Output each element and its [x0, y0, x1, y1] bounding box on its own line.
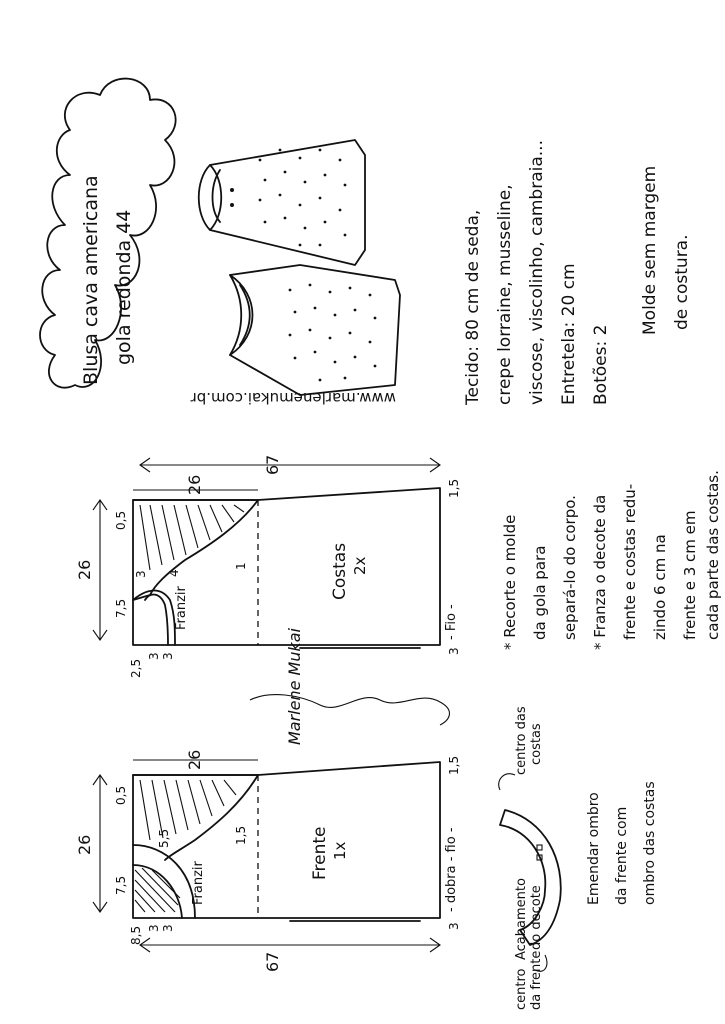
front-dim-length: 67 [263, 951, 282, 972]
back-dim-length: 67 [263, 454, 282, 475]
fabric-line-1: Tecido: 80 cm de seda, [463, 209, 483, 405]
front-dim-side-width: 26 [75, 834, 94, 855]
notes [501, 470, 722, 650]
back-dim-top-width: 26 [185, 474, 204, 495]
blouse-illustration-back [199, 140, 365, 265]
title-line-2: gola redonda 44 [113, 209, 135, 365]
collar-front-2: da frente [529, 950, 544, 1010]
blouse-illustration-front [230, 265, 400, 395]
back-dim-1-5: 1,5 [447, 478, 461, 498]
back-gather: Franzir [174, 586, 189, 630]
back-label: Costas [330, 542, 350, 600]
collar-back-1: centro das [514, 706, 529, 775]
front-dim-1-5a: 1,5 [234, 825, 248, 845]
front-pattern-piece [75, 750, 461, 972]
back-pattern-piece [75, 455, 461, 678]
collar-back-2: costas [529, 723, 544, 765]
note-2-line-3: zindo 6 cm na [651, 534, 669, 640]
front-count: 1x [331, 841, 349, 860]
front-dim-3c: 3 [447, 922, 461, 930]
note-1-line-2: da gola para [531, 545, 549, 640]
fabric-line-3: viscose, viscolinho, cambraia... [527, 140, 547, 405]
note-2-line-2: frente e costas redu- [621, 483, 639, 640]
back-hatch [140, 505, 244, 570]
fabric-info [463, 140, 692, 406]
note-1-line-1: * Recorte o molde [501, 514, 519, 650]
back-dim-7-5: 7,5 [114, 598, 128, 618]
back-dim-3d: 3 [447, 647, 461, 655]
front-dim-7-5: 7,5 [114, 875, 128, 895]
front-dim-5-5: 5,5 [157, 828, 171, 848]
back-dim-1: 1 [234, 562, 248, 570]
note-2-line-5: cada parte das costas. [704, 470, 722, 640]
back-dim-3c: 3 [134, 570, 148, 578]
note-2-line-4: frente e 3 cm em [681, 510, 699, 640]
note-2-line-1: * Franza o decote da [591, 494, 609, 650]
signature-text: Marlene Mukai [285, 627, 304, 745]
polka-dots-back [259, 149, 347, 247]
fabric-line-7: de costura. [672, 234, 692, 330]
collar-join-2: da frente com [614, 806, 630, 905]
note-1-line-3: separá-lo do corpo. [561, 495, 579, 640]
front-armhole-hatch [140, 780, 236, 840]
front-dim-8-5: 8,5 [129, 925, 143, 945]
website-url: www.marlenemukai.com.br [190, 389, 396, 407]
front-gather: Franzir [191, 861, 206, 905]
collar-join-1: Emendar ombro [586, 792, 602, 905]
back-dim-side-width: 26 [75, 559, 94, 580]
back-dim-3a: 3 [147, 652, 161, 660]
fabric-line-4: Entretela: 20 cm [559, 263, 579, 405]
back-dim-0-5: 0,5 [114, 510, 128, 530]
front-dim-1-5b: 1,5 [447, 755, 461, 775]
title-cloud [40, 79, 176, 388]
title-line-1: Blusa cava americana [80, 175, 102, 385]
back-dim-3b: 3 [161, 652, 175, 660]
front-dim-3b: 3 [161, 924, 175, 932]
collar-facing-piece [499, 706, 658, 1010]
back-grain: - Fio - [444, 604, 459, 640]
collar-join-3: ombro das costas [642, 781, 658, 905]
fabric-line-6: Molde sem margem [640, 165, 660, 335]
back-dim-2-5: 2,5 [129, 658, 143, 678]
collar-front-1: centro [514, 968, 529, 1010]
front-dim-top-width: 26 [185, 749, 204, 770]
front-grain: - dobra - fio - [444, 827, 459, 912]
collar-finish-1: Acabamento [514, 878, 529, 960]
front-label: Frente [310, 826, 330, 880]
fabric-line-5: Botões: 2 [591, 324, 611, 405]
front-dim-3a: 3 [147, 924, 161, 932]
front-dim-0-5: 0,5 [114, 785, 128, 805]
back-dim-4: 4 [167, 569, 181, 577]
polka-dots-front [289, 284, 377, 382]
collar-finish-2: do decote [529, 885, 544, 950]
fabric-line-2: crepe lorraine, musseline, [495, 184, 515, 405]
back-count: 2x [351, 556, 369, 575]
